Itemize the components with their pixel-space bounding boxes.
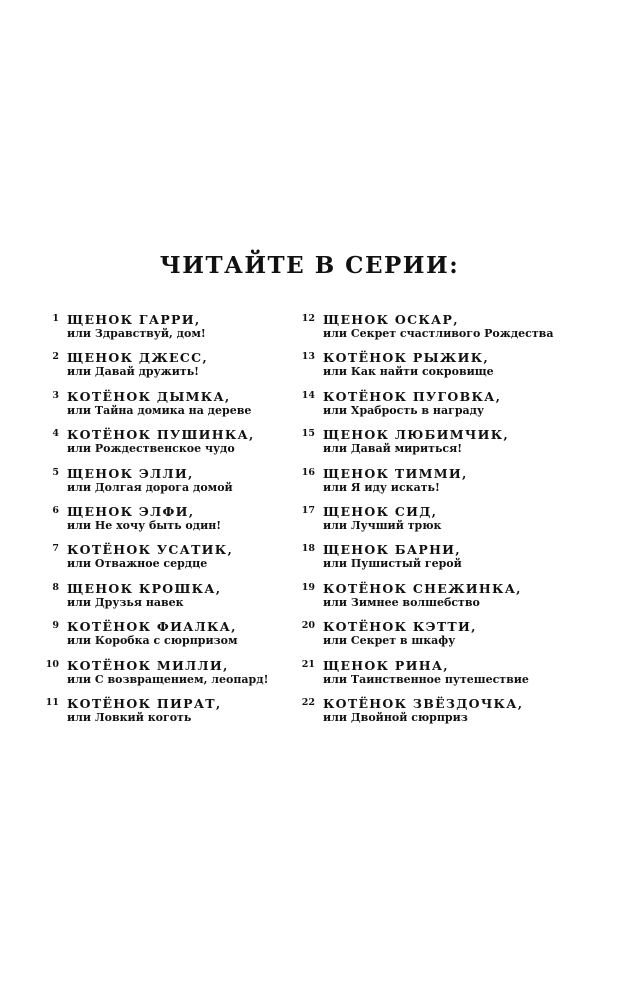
book-subtitle: или Таинственное путешествие [323,672,529,686]
list-item [298,466,598,504]
book-number: 11 [45,696,59,708]
book-title: ЩЕНОК ТИММИ, [323,465,468,481]
book-number: 3 [52,389,59,401]
book-title: КОТЁНОК СНЕЖИНКА, [323,580,522,596]
list-item [42,581,292,619]
book-number: 12 [301,313,315,324]
book-title: КОТЁНОК ДЫМКА, [67,388,231,404]
book-number: 18 [301,543,315,555]
list-item [298,312,598,350]
book-subtitle: или Двойной сюрприз [323,710,468,724]
book-title: ЩЕНОК КРОШКА, [67,580,222,596]
book-subtitle: или Ловкий коготь [67,710,192,724]
book-number: 22 [301,696,315,708]
book-number: 21 [301,658,315,670]
book-subtitle: или Тайна домика на дереве [67,403,252,417]
book-number: 10 [45,658,59,670]
book-subtitle: или Зимнее волшебство [323,595,480,609]
list-item [42,427,292,465]
book-number: 14 [301,389,315,401]
book-subtitle: или Как найти сокровище [323,365,494,379]
book-subtitle: или Долгая дорога домой [67,480,233,494]
book-subtitle: или Секрет счастливого Рождества [323,327,554,340]
book-subtitle: или Отважное сердце [67,557,208,571]
list-item [42,542,292,580]
book-title: КОТЁНОК МИЛЛИ, [67,657,229,673]
book-number: 9 [52,620,59,632]
book-title: КОТЁНОК ЗВЁЗДОЧКА, [323,695,524,711]
book-title: ЩЕНОК ОСКАР, [323,312,459,327]
book-title: КОТЁНОК ФИАЛКА, [67,619,237,635]
book-subtitle: или Давай мириться! [323,442,463,456]
book-number: 4 [52,428,59,440]
book-number: 8 [52,581,59,593]
book-title: КОТЁНОК ПИРАТ, [67,695,222,711]
book-subtitle: или Давай дружить! [67,365,200,379]
book-subtitle: или Коробка с сюрпризом [67,634,238,648]
book-subtitle: или Секрет в шкафу [323,634,456,648]
book-number: 16 [301,466,315,478]
book-title: КОТЁНОК РЫЖИК, [323,350,490,366]
book-number: 6 [52,504,59,516]
book-list-left [42,312,292,734]
book-title: ЩЕНОК СИД, [323,503,438,519]
book-subtitle: или Лучший трюк [323,518,442,532]
book-subtitle: или Я иду искать! [323,480,440,494]
book-title: ЩЕНОК РИНА, [323,657,449,673]
list-item [42,466,292,504]
book-title: ЩЕНОК ГАРРИ, [67,312,201,327]
list-item [42,696,292,734]
book-title: КОТЁНОК КЭТТИ, [323,619,477,635]
book-subtitle: или Рождественское чудо [67,442,235,456]
list-item [42,619,292,657]
book-title: КОТЁНОК ПУШИНКА, [67,427,255,443]
book-title: ЩЕНОК ЭЛФИ, [67,503,195,519]
list-item [42,389,292,427]
book-title: ЩЕНОК ДЖЕСС, [67,350,209,366]
list-item [298,350,598,388]
book-title: КОТЁНОК ПУГОВКА, [323,388,502,404]
book-list-right [298,312,598,734]
list-item [42,504,292,542]
list-item [298,504,598,542]
book-number: 1 [52,313,59,324]
list-item [42,350,292,388]
book-subtitle: или Не хочу быть один! [67,518,222,532]
book-number: 19 [301,581,315,593]
list-item [298,427,598,465]
book-subtitle: или Здравствуй, дом! [67,327,206,340]
list-item [42,658,292,696]
book-number: 5 [52,466,59,478]
book-number: 13 [301,351,315,363]
book-number: 20 [301,620,315,632]
book-subtitle: или С возвращением, леопард! [67,672,269,686]
book-number: 2 [52,351,59,363]
book-number: 17 [301,504,315,516]
list-item [298,389,598,427]
page-title: ЧИТАЙТЕ В СЕРИИ: [159,252,460,279]
list-item [298,619,598,657]
book-subtitle: или Храбрость в награду [323,403,485,417]
book-title: ЩЕНОК БАРНИ, [323,542,461,558]
book-number: 15 [301,428,315,440]
book-title: ЩЕНОК ЭЛЛИ, [67,465,194,481]
list-item [298,696,598,734]
book-subtitle: или Пушистый герой [323,557,462,571]
list-item [42,312,292,350]
list-item [298,658,598,696]
book-subtitle: или Друзья навек [67,595,184,609]
book-title: ЩЕНОК ЛЮБИМЧИК, [323,427,510,443]
book-title: КОТЁНОК УСАТИК, [67,542,234,558]
list-item [298,581,598,619]
book-number: 7 [52,543,59,555]
list-item [298,542,598,580]
